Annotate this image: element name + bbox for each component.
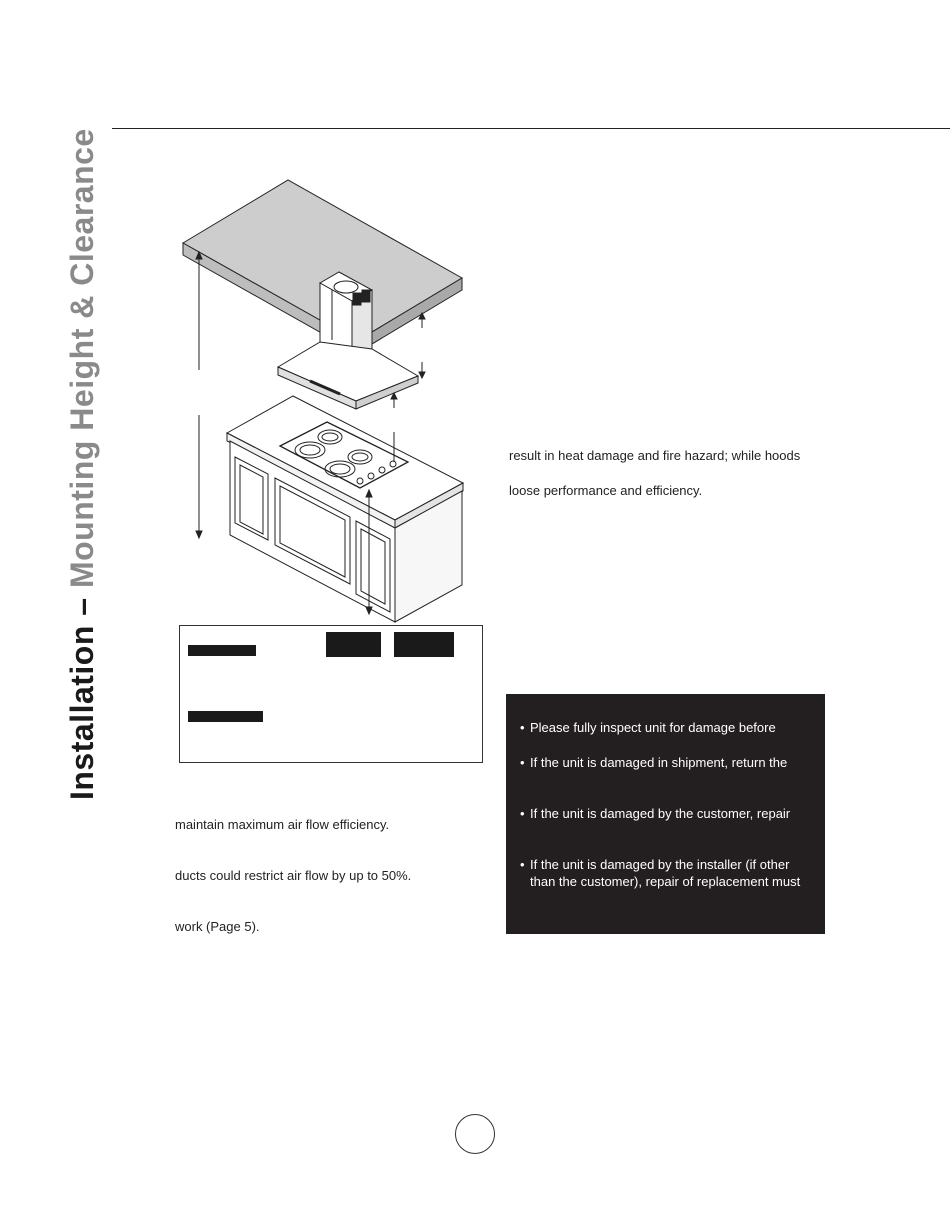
left-text-line-2: ducts could restrict air flow by up to 50%. [175, 868, 412, 883]
side-title [64, 128, 101, 800]
notice-item: • Please fully inspect unit for damage before [520, 720, 776, 735]
chimney-duct-opening [334, 281, 358, 293]
spec-label-bar-1 [188, 645, 256, 656]
left-text-line-3: work (Page 5). [175, 919, 260, 934]
specification-box [179, 625, 483, 763]
side-title-part2: Mounting Height & Clearance [64, 128, 100, 589]
damage-notice-box [506, 694, 825, 934]
notice-item: • If the unit is damaged in shipment, return the [520, 755, 788, 770]
spec-label-bar-2 [188, 711, 263, 722]
page-number-circle [455, 1114, 495, 1154]
right-text-line-2: loose performance and efficiency. [509, 483, 703, 498]
notice-item: • If the unit is damaged by the installer (if other than the customer), repair of replacement must [520, 857, 801, 889]
notice-item: • If the unit is damaged by the customer, repair [520, 806, 791, 821]
side-title-part1: Installation – [64, 588, 100, 800]
island-hood-diagram [175, 175, 475, 625]
right-text-line-1: result in heat damage and fire hazard; while hoods [509, 448, 801, 463]
spec-column-header-2 [394, 632, 454, 657]
left-text-line-1: maintain maximum air flow efficiency. [175, 817, 390, 832]
header-rule [112, 128, 950, 129]
spec-column-header-1 [326, 632, 381, 657]
